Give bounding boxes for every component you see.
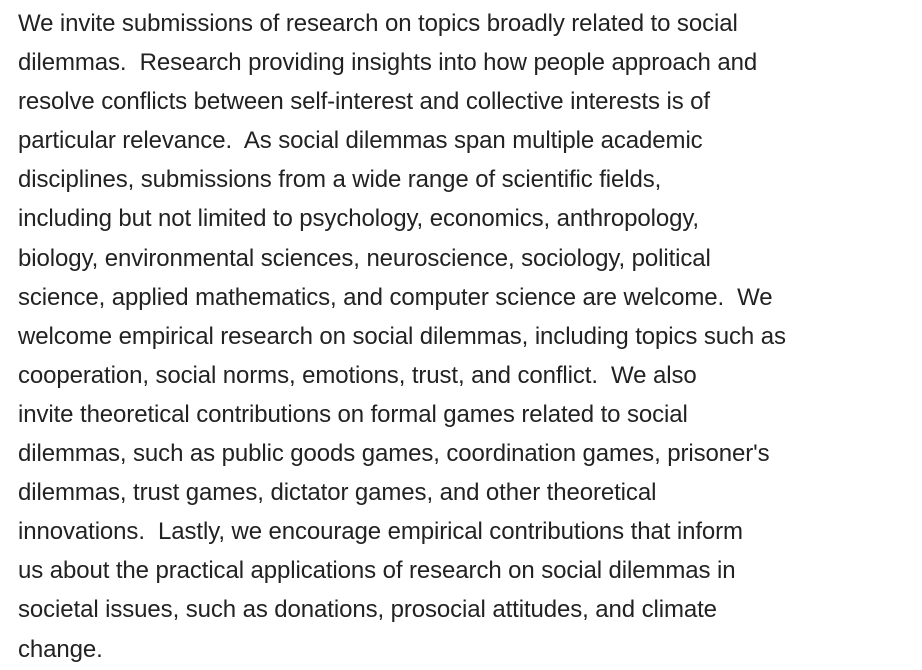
paragraph-line: cooperation, social norms, emotions, trust, and conflict. We also (18, 361, 697, 389)
paragraph-line: science, applied mathematics, and computer science are welcome. We (18, 283, 773, 311)
paragraph-line: particular relevance. As social dilemmas span multiple academic (18, 127, 703, 155)
paragraph-line: including but not limited to psychology, economics, anthropology, (18, 205, 700, 233)
paragraph-line: us about the practical applications of research on social dilemmas in (18, 557, 736, 585)
paragraph-line: dilemmas, trust games, dictator games, and other theoretical (18, 479, 657, 507)
paragraph-line: resolve conflicts between self-interest and collective interests is of (18, 88, 710, 116)
paragraph-line: We invite submissions of research on topics broadly related to social (18, 10, 738, 37)
paragraph-line: biology, environmental sciences, neuroscience, sociology, political (18, 244, 711, 272)
paragraph-line: disciplines, submissions from a wide range of scientific fields, (18, 166, 662, 194)
paragraph-line: dilemmas. Research providing insights into how people approach and (18, 49, 758, 77)
paragraph-line: dilemmas, such as public goods games, coordination games, prisoner's (18, 440, 770, 468)
paragraph-line: welcome empirical research on social dilemmas, including topics such as (18, 322, 786, 350)
paragraph-line: change. (18, 635, 103, 663)
paragraph-line: societal issues, such as donations, prosocial attitudes, and climate (18, 596, 717, 624)
paragraph-line: innovations. Lastly, we encourage empirical contributions that inform (18, 518, 743, 546)
paragraph-line: invite theoretical contributions on formal games related to social (18, 400, 688, 428)
